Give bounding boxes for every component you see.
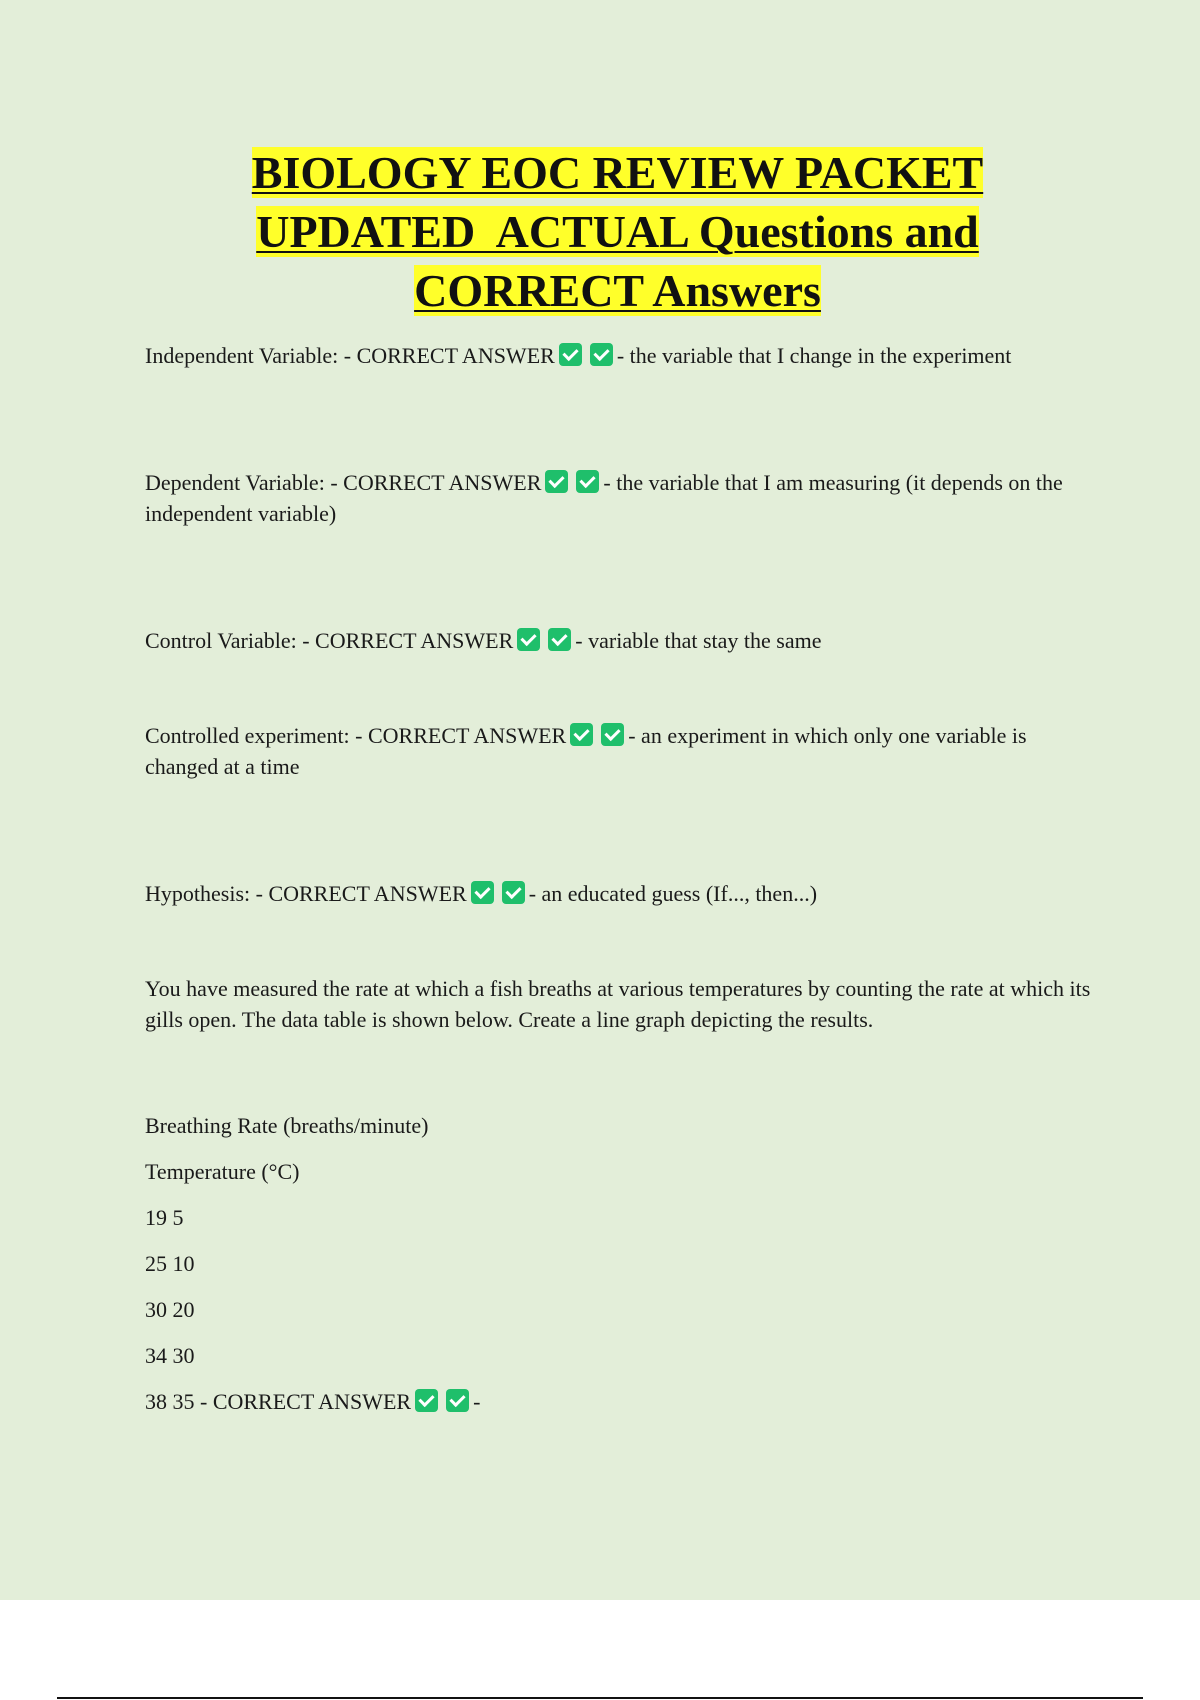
qa-item bbox=[145, 878, 1095, 909]
qa-item bbox=[145, 340, 1095, 371]
check-box-icon bbox=[545, 470, 568, 493]
document-title bbox=[100, 143, 1135, 320]
check-box-icon bbox=[548, 628, 571, 651]
correct-answer-label: - CORRECT ANSWER bbox=[355, 723, 567, 748]
qa-answer: - the variable that I change in the experiment bbox=[616, 343, 1012, 368]
qa-answer: - an experiment in which only one variable is changed at a time bbox=[145, 723, 1027, 779]
title-line-2: UPDATED ACTUAL Questions and bbox=[256, 206, 979, 257]
question-text: You have measured the rate at which a fish breaths at various temperatures by counting the rate at which its gills open. The data table is shown below. Create a line graph depicting the results. bbox=[145, 976, 1091, 1032]
table-row-last bbox=[145, 1379, 1095, 1425]
document-body bbox=[145, 340, 1095, 1425]
table-row: 19 5 bbox=[145, 1205, 184, 1230]
check-box-icon bbox=[471, 881, 494, 904]
qa-term: Independent Variable: bbox=[145, 343, 339, 368]
table-row: 30 20 bbox=[145, 1297, 195, 1322]
qa-item bbox=[145, 720, 1095, 782]
qa-answer: - variable that stay the same bbox=[575, 628, 822, 653]
check-box-icon bbox=[570, 723, 593, 746]
correct-answer-label: - CORRECT ANSWER bbox=[302, 628, 514, 653]
check-box-icon bbox=[415, 1389, 438, 1412]
qa-term: Hypothesis: bbox=[145, 881, 251, 906]
table-row-value: 38 35 bbox=[145, 1389, 195, 1414]
qa-term: Control Variable: bbox=[145, 628, 297, 653]
title-line-1: BIOLOGY EOC REVIEW PACKET bbox=[251, 147, 984, 198]
correct-answer-label: - CORRECT ANSWER bbox=[255, 881, 467, 906]
footer-divider bbox=[57, 1697, 1143, 1699]
check-box-icon bbox=[517, 628, 540, 651]
trailing-dash: - bbox=[473, 1389, 481, 1414]
table-row: 34 30 bbox=[145, 1343, 195, 1368]
qa-item bbox=[145, 625, 1095, 656]
table-row: 25 10 bbox=[145, 1251, 195, 1276]
qa-item bbox=[145, 467, 1095, 529]
check-box-icon bbox=[576, 470, 599, 493]
qa-term: Controlled experiment: bbox=[145, 723, 350, 748]
check-box-icon bbox=[559, 343, 582, 366]
title-line-3: CORRECT Answers bbox=[414, 265, 821, 316]
check-box-icon bbox=[590, 343, 613, 366]
table-header-rate: Breathing Rate (breaths/minute) bbox=[145, 1113, 429, 1138]
qa-answer: - the variable that I am measuring (it depends on the independent variable) bbox=[145, 470, 1063, 526]
table-header-temperature: Temperature (°C) bbox=[145, 1159, 300, 1184]
correct-answer-label: - CORRECT ANSWER bbox=[343, 343, 555, 368]
check-box-icon bbox=[446, 1389, 469, 1412]
qa-answer: - an educated guess (If..., then...) bbox=[528, 881, 818, 906]
qa-term: Dependent Variable: bbox=[145, 470, 325, 495]
correct-answer-label: - CORRECT ANSWER bbox=[330, 470, 542, 495]
check-box-icon bbox=[601, 723, 624, 746]
correct-answer-label: - CORRECT ANSWER bbox=[200, 1389, 412, 1414]
check-box-icon bbox=[502, 881, 525, 904]
